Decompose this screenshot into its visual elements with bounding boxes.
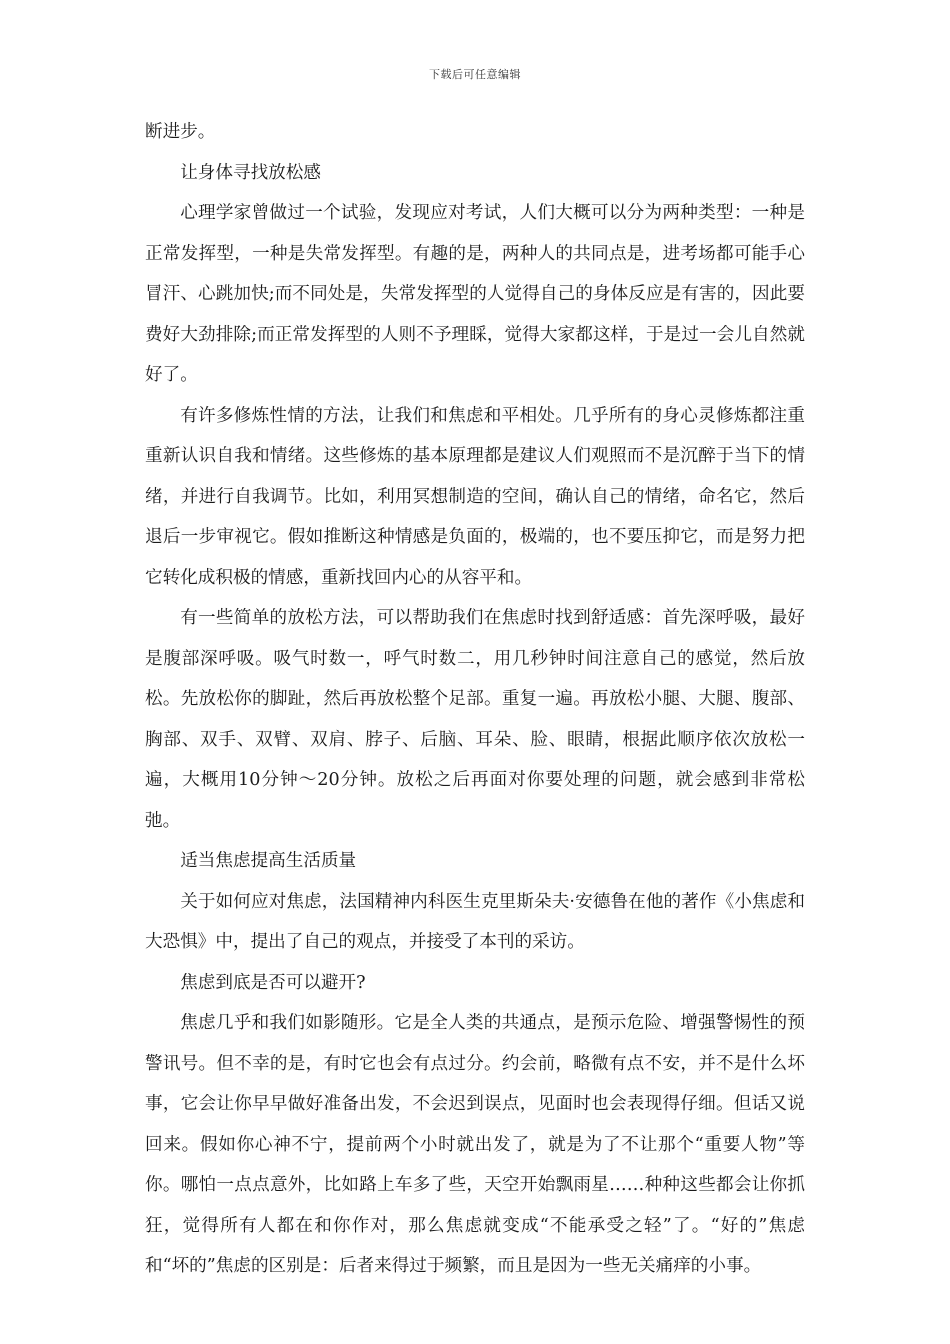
paragraph-interview-intro: 关于如何应对焦虑，法国精神内科医生克里斯朵夫·安德鲁在他的著作《小焦虑和大恐惧》中，提出了自己的观点，并接受了本刊的采访。 bbox=[145, 891, 805, 952]
paragraph-relaxation-method: 有一些简单的放松方法，可以帮助我们在焦虑时找到舒适感：首先深呼吸，最好是腹部深呼吸。吸气时数一，呼气时数二，用几秒钟时间注意自己的感觉，然后放松。先放松你的脚趾，然后再放松整个足部。重复一遍。再放松小腿、大腿、腹部、胸部、双手、双臂、双肩、脖子、后脑、耳朵、脸、眼睛，根据此顺序依次放松一遍，大概用10分钟～20分钟。放松之后再面对你要处理的问题，就会感到非常松弛。 bbox=[145, 608, 805, 831]
section-heading-quality-of-life: 适当焦虑提高生活质量 bbox=[180, 851, 357, 871]
section-heading-relaxation: 让身体寻找放松感 bbox=[180, 162, 321, 183]
paragraph-experiment: 心理学家曾做过一个试验，发现应对考试，人们大概可以分为两种类型：一种是正常发挥型，一种是失常发挥型。有趣的是，两种人的共同点是，进考场都可能手心冒汗、心跳加快;而不同处是，失常发挥型的人觉得自己的身体反应是有害的，因此要费好大劲排除;而正常发挥型的人则不予理睬，觉得大家都这样，于是过一会儿自然就好了。 bbox=[145, 203, 805, 385]
page-header: 下载后可任意编辑 bbox=[429, 68, 521, 81]
question-heading: 焦虑到底是否可以避开? bbox=[180, 972, 366, 993]
paragraph-continuation: 断进步。 bbox=[145, 122, 216, 142]
document-body bbox=[145, 112, 805, 1287]
paragraph-cultivation: 有许多修炼性情的方法，让我们和焦虑和平相处。几乎所有的身心灵修炼都注重重新认识自我和情绪。这些修炼的基本原理都是建议人们观照而不是沉醉于当下的情绪，并进行自我调节。比如，利用冥想制造的空间，确认自己的情绪，命名它，然后退后一步审视它。假如推断这种情感是负面的，极端的，也不要压抑它，而是努力把它转化成积极的情感，重新找回内心的从容平和。 bbox=[145, 405, 805, 588]
paragraph-answer: 焦虑几乎和我们如影随形。它是全人类的共通点，是预示危险、增强警惕性的预警讯号。但不幸的是，有时它也会有点过分。约会前，略微有点不安，并不是什么坏事，它会让你早早做好准备出发，不会迟到误点，见面时也会表现得仔细。但话又说回来。假如你心神不宁，提前两个小时就出发了，就是为了不让那个“重要人物”等你。哪怕一点点意外，比如路上车多了些，天空开始飘雨星……种种这些都会让你抓狂，觉得所有人都在和你作对，那么焦虑就变成“不能承受之轻”了。“好的”焦虑和“坏的”焦虑的区别是：后者来得过于频繁，而且是因为一些无关痛痒的小事。 bbox=[145, 1013, 805, 1276]
